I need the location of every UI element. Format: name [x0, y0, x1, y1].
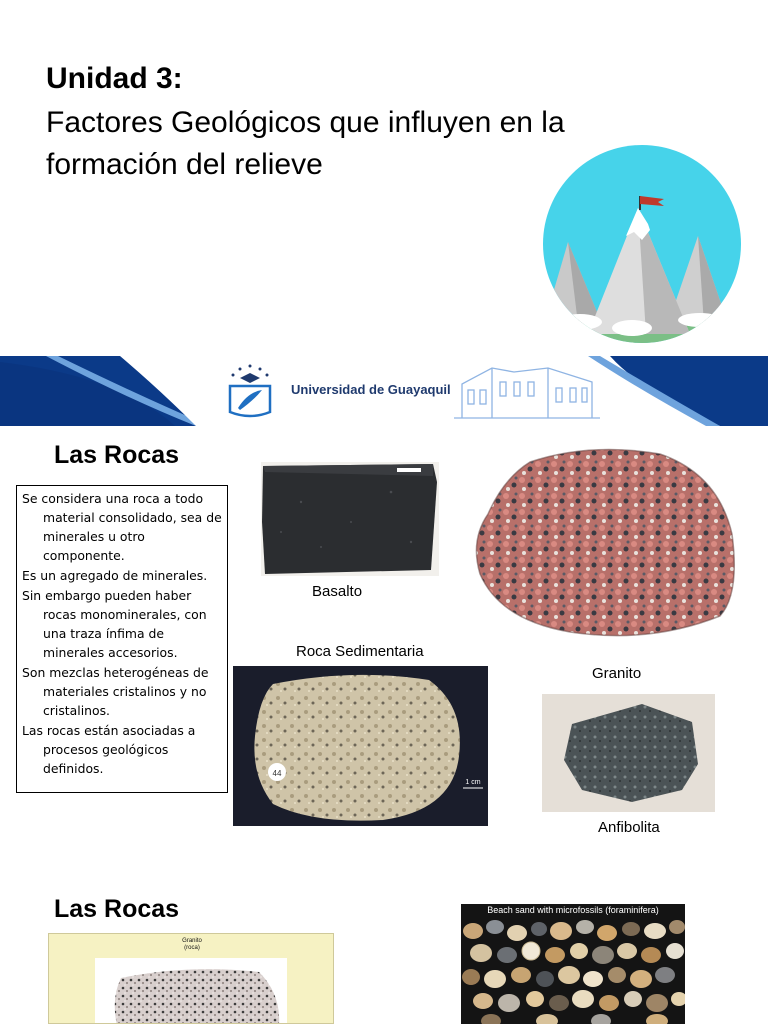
- definition-textbox: [16, 485, 228, 793]
- granite-photo: [470, 444, 740, 644]
- building-outline: [452, 358, 602, 424]
- slide-title: Las Rocas: [54, 895, 180, 923]
- university-logo: [226, 362, 274, 420]
- sand-caption: Beach sand with microfossils (foraminifera): [487, 905, 659, 915]
- beach-sand-photo: [461, 904, 685, 1024]
- bullet-item: Son mezclas heterogéneas de materiales cristalinos y no cristalinos.: [22, 665, 209, 718]
- basalt-photo: [261, 462, 439, 576]
- mountain-illustration: [540, 144, 744, 346]
- specimen-number: 44: [272, 769, 282, 778]
- granite-rock-photo: [48, 933, 334, 1024]
- scale-label: 1 cm: [465, 779, 481, 786]
- bullet-item: Las rocas están asociadas a procesos geológicos definidos.: [22, 723, 196, 776]
- caption-anfibolita: Anfibolita: [598, 819, 660, 836]
- unit-title: Unidad 3:: [46, 62, 183, 95]
- slide-2: [0, 428, 768, 868]
- granite-photo-label: Granito (roca): [182, 938, 202, 951]
- amphibolite-photo: [542, 694, 715, 812]
- unit-subtitle: Factores Geológicos que influyen en la formación del relieve: [46, 106, 565, 181]
- caption-sedimentaria: Roca Sedimentaria: [296, 643, 424, 660]
- bullet-item: Se considera una roca a todo material consolidado, sea de minerales u otro componente.: [22, 491, 222, 563]
- sedimentary-photo: [233, 666, 488, 826]
- bullet-item: Es un agregado de minerales.: [22, 568, 208, 583]
- caption-granito: Granito: [592, 665, 642, 682]
- slide-1: [0, 0, 768, 428]
- slide-title: Las Rocas: [54, 441, 180, 469]
- university-name: Universidad de Guayaquil: [291, 382, 451, 397]
- slide-3: [0, 868, 768, 1024]
- bullet-item: Sin embargo pueden haber rocas monominerales, con una traza ínfima de minerales accesorios.: [22, 588, 207, 660]
- caption-basalto: Basalto: [312, 583, 363, 600]
